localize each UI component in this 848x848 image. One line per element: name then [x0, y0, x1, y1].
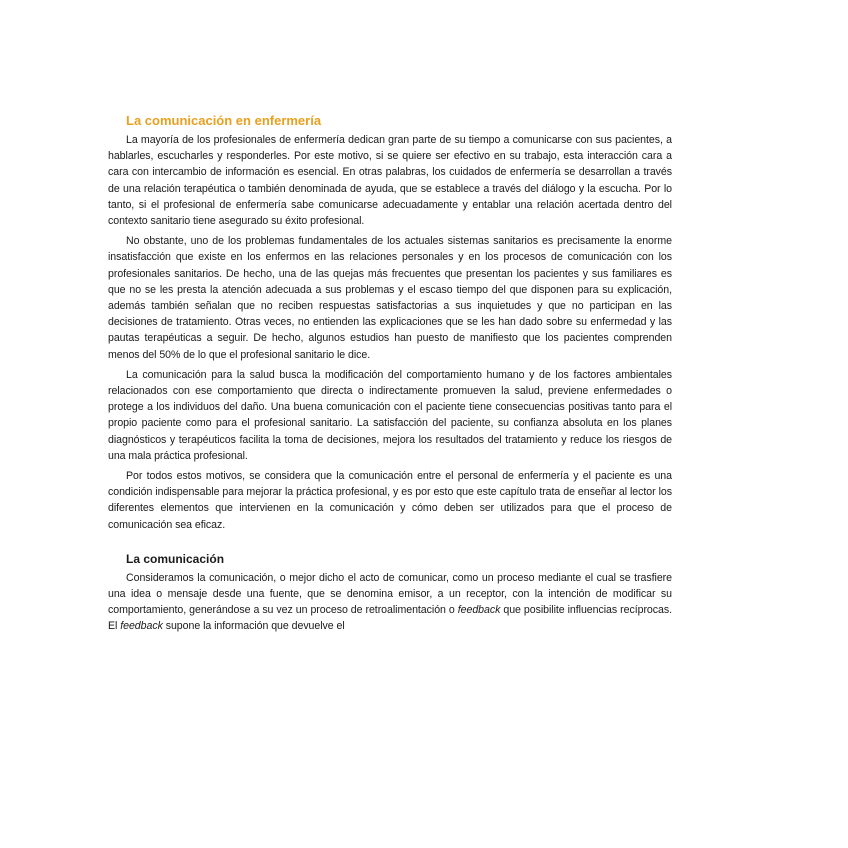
section-title: La comunicación en enfermería — [126, 113, 322, 128]
text-run: Consideramos la comunicación, o mejor dicho el acto de comunicar, como un proceso mediante el cual se trasfiere una idea o mensaje desde una fuente, que se denomina emisor, a un receptor, con la intención de modificar su comportamiento, generándose a su vez un proceso de retroalimentación o — [108, 571, 672, 617]
subsection-paragraph-1 — [108, 570, 672, 635]
text-run: supone la información que devuelve el — [162, 620, 345, 633]
paragraph-3: La comunicación para la salud busca la modificación del comportamiento humano y de los factores ambientales relacionados con ese comportamiento que directa o indirectamente promueven la salud, previene enfermedades o protege a los individuos del daño. Una buena comunicación con el paciente tiene consecuencias positivas tanto para el propio paciente como para el profesional sanitario. La satisfacción del paciente, su confianza absoluta en los planes diagnósticos y terapéuticos facilita la toma de decisiones, mejora los resultados del tratamiento y reduce los riesgos de una mala práctica profesional. — [108, 368, 672, 462]
paragraph-1: La mayoría de los profesionales de enfermería dedican gran parte de su tiempo a comunicarse con sus pacientes, a hablarles, escucharles y responderles. Por este motivo, si se quiere ser efectivo en su trabajo, esta interacción cara a cara con intercambio de información es esencial. En otras palabras, los cuidados de enfermería se desarrollan a través de una relación terapéutica o también denominada de ayuda, que se establece a través del diálogo y la escucha. Por lo tanto, si el profesional de enfermería sabe comunicarse adecuadamente y entablar una relación acertada dentro del contexto sanitario tiene asegurado su éxito profesional. — [108, 134, 672, 228]
paragraph-2: No obstante, uno de los problemas fundamentales de los actuales sistemas sanitarios es precisamente la enorme insatisfacción que existe en los enfermos en las relaciones personales y en los procesos de comunicación con los profesionales sanitarios. De hecho, una de las quejas más frecuentes que presentan los pacientes y sus familiares es que no se les presta la atención adecuada a sus problemas y el escaso tiempo del que disponen para su explicación, además también señalan que no reciben respuestas satisfactorias a sus inquietudes y que no participan en las decisiones de tratamiento. Otras veces, no entienden las explicaciones que se les han dado sobre su enfermedad y las pautas terapéuticas a seguir. De hecho, algunos estudios han puesto de manifiesto que los pacientes comprenden menos del 50% de lo que el profesional sanitario le dice. — [108, 235, 672, 361]
italic-term: feedback — [120, 620, 163, 633]
italic-term: feedback — [457, 604, 501, 617]
document-page — [108, 112, 672, 637]
text-run: que posibilite influencias recíprocas. El — [108, 604, 672, 633]
paragraph-4: Por todos estos motivos, se considera que la comunicación entre el personal de enfermería y el paciente es una condición indispensable para mejorar la práctica profesional, y es por esto que este capítulo trata de enseñar al lector los diferentes elementos que intervienen en la comunicación y cómo deben ser utilizados para que el proceso de comunicación sea eficaz. — [108, 470, 672, 531]
subsection-title: La comunicación — [126, 551, 225, 566]
